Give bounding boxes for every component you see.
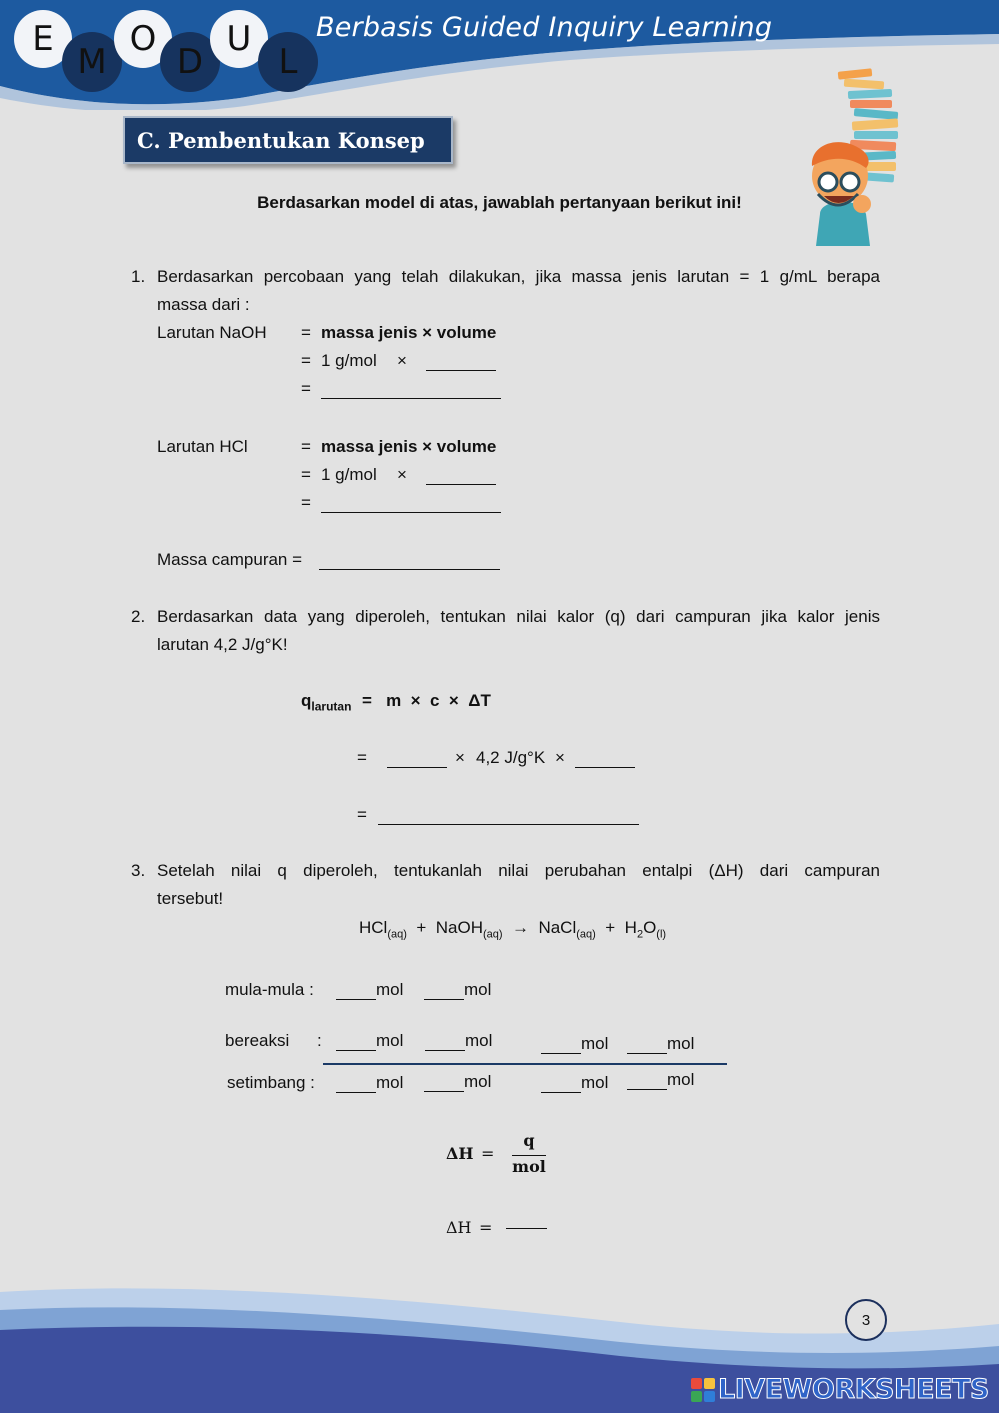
react-naoh-blank[interactable] xyxy=(425,1035,465,1051)
hcl-eq-3: = xyxy=(301,493,311,512)
product-water-state: (l) xyxy=(656,928,667,941)
q-calc-eq: = xyxy=(357,748,367,767)
initial-naoh-unit: mol xyxy=(464,980,492,999)
naoh-volume-blank[interactable] xyxy=(426,355,496,371)
naoh-eq-3: = xyxy=(301,379,311,398)
section-instruction: Berdasarkan model di atas, jawablah pertanyaan berikut ini! xyxy=(257,193,742,212)
product-water-o: O xyxy=(643,918,657,937)
react-hcl-unit: mol xyxy=(376,1031,404,1050)
hcl-density: 1 g/mol xyxy=(321,465,377,484)
reaction-equation xyxy=(359,917,666,939)
initial-hcl-unit: mol xyxy=(376,980,404,999)
page-number: 3 xyxy=(845,1299,887,1341)
equil-h2o-unit: mol xyxy=(667,1070,695,1089)
hcl-times: × xyxy=(397,465,407,484)
product-water-h: H xyxy=(624,918,637,937)
product-nacl: NaCl xyxy=(538,918,577,937)
q-delta-t-blank[interactable] xyxy=(575,752,635,768)
hcl-label: Larutan HCl xyxy=(157,437,248,456)
row-label-equil: setimbang : xyxy=(227,1073,315,1092)
q3-text: Setelah nilai q diperoleh, tentukanlah nilai perubahan entalpi (ΔH) dari campuran xyxy=(157,861,880,880)
initial-hcl-blank[interactable] xyxy=(336,984,376,1000)
naoh-eq-2: = xyxy=(301,351,311,370)
naoh-eq-1: = xyxy=(301,323,311,342)
q2-text-cont: larutan 4,2 J/g°K! xyxy=(157,635,288,654)
hcl-mass-blank[interactable] xyxy=(321,497,501,513)
product-water xyxy=(624,918,667,941)
react-nacl-unit: mol xyxy=(581,1034,609,1053)
equil-nacl-blank[interactable] xyxy=(541,1077,581,1093)
react-hcl-blank[interactable] xyxy=(336,1035,376,1051)
logo-letter-l: L xyxy=(258,32,318,92)
watermark-text: LIVEWORKSHEETS xyxy=(718,1374,989,1405)
q1-number: 1. xyxy=(131,267,146,286)
dh-fraction-denominator: mol xyxy=(512,1157,546,1176)
q-formula: = m × c × ΔT xyxy=(362,691,491,710)
equil-naoh-unit: mol xyxy=(464,1072,492,1091)
q1-text-cont: massa dari : xyxy=(157,295,250,314)
q2-number: 2. xyxy=(131,607,146,626)
hcl-eq-2: = xyxy=(301,465,311,484)
q-specific-heat: 4,2 J/g°K xyxy=(476,748,546,767)
logo-letter-m: M xyxy=(62,32,122,92)
react-nacl-blank[interactable] xyxy=(541,1038,581,1054)
reactant-naoh-state: (aq) xyxy=(482,928,503,941)
q-result-eq: = xyxy=(357,805,367,824)
logo-letter-u: U xyxy=(210,10,268,68)
logo-letter-e: E xyxy=(14,10,72,68)
q3-number: 3. xyxy=(131,861,146,880)
equil-h2o-blank[interactable] xyxy=(627,1074,667,1090)
q1-text: Berdasarkan percobaan yang telah dilakukan, jika massa jenis larutan = 1 g/mL berapa xyxy=(157,267,880,286)
dh-formula-eq: = xyxy=(481,1144,495,1163)
product-water-sub: 2 xyxy=(636,928,644,941)
q-larutan-symbol xyxy=(301,690,351,712)
q2-text: Berdasarkan data yang diperoleh, tentukan nilai kalor (q) dari campuran jika kalor jenis xyxy=(157,607,880,626)
react-h2o-unit: mol xyxy=(667,1034,695,1053)
row-label-initial: mula-mula : xyxy=(225,980,314,999)
header-subtitle: Berbasis Guided Inquiry Learning xyxy=(316,12,773,43)
q-calc-times-1: × xyxy=(455,748,465,767)
equil-hcl-blank[interactable] xyxy=(336,1077,376,1093)
naoh-times: × xyxy=(397,351,407,370)
hcl-formula: massa jenis × volume xyxy=(321,437,497,456)
naoh-mass-blank[interactable] xyxy=(321,383,501,399)
plus-2: + xyxy=(605,918,616,937)
row-label-react-colon: : xyxy=(317,1031,322,1050)
q-result-blank[interactable] xyxy=(378,809,639,825)
reactant-naoh: NaOH xyxy=(435,918,483,937)
react-h2o-blank[interactable] xyxy=(627,1038,667,1054)
naoh-density: 1 g/mol xyxy=(321,351,377,370)
q-symbol: q xyxy=(301,691,312,710)
liveworksheets-icon xyxy=(690,1377,716,1403)
logo-letter-o: O xyxy=(114,10,172,68)
dh-answer-eq: = xyxy=(479,1218,493,1237)
equil-nacl-unit: mol xyxy=(581,1073,609,1092)
q-subscript: larutan xyxy=(311,699,352,714)
boy-with-books-illustration xyxy=(800,64,910,246)
liveworksheets-watermark xyxy=(690,1374,989,1405)
equil-naoh-blank[interactable] xyxy=(424,1076,464,1092)
logo-letter-d: D xyxy=(160,32,220,92)
dh-fraction-bar xyxy=(512,1155,546,1156)
q3-text-cont: tersebut! xyxy=(157,889,224,908)
dh-formula-symbol: ΔH xyxy=(446,1144,474,1163)
dh-answer-symbol: ΔH xyxy=(446,1218,472,1237)
equil-hcl-unit: mol xyxy=(376,1073,404,1092)
react-naoh-unit: mol xyxy=(465,1031,493,1050)
naoh-formula: massa jenis × volume xyxy=(321,323,497,342)
naoh-label: Larutan NaOH xyxy=(157,323,267,342)
dh-answer-blank[interactable] xyxy=(506,1228,547,1229)
q-mass-blank[interactable] xyxy=(387,752,447,768)
hcl-volume-blank[interactable] xyxy=(426,469,496,485)
product-nacl-state: (aq) xyxy=(576,928,596,941)
row-label-react: bereaksi xyxy=(225,1031,290,1050)
dh-fraction-numerator: q xyxy=(523,1131,535,1150)
stoichiometry-divider xyxy=(323,1063,727,1065)
initial-naoh-blank[interactable] xyxy=(424,984,464,1000)
plus-1: + xyxy=(416,918,427,937)
q-calc-times-2: × xyxy=(555,748,565,767)
section-title: C. Pembentukan Konsep xyxy=(123,116,453,164)
reactant-hcl: HCl xyxy=(359,918,388,937)
reactant-hcl-state: (aq) xyxy=(387,928,407,941)
mix-mass-blank[interactable] xyxy=(319,554,500,570)
reaction-arrow: → xyxy=(512,918,529,937)
hcl-eq-1: = xyxy=(301,437,311,456)
mix-mass-label: Massa campuran = xyxy=(157,550,303,569)
